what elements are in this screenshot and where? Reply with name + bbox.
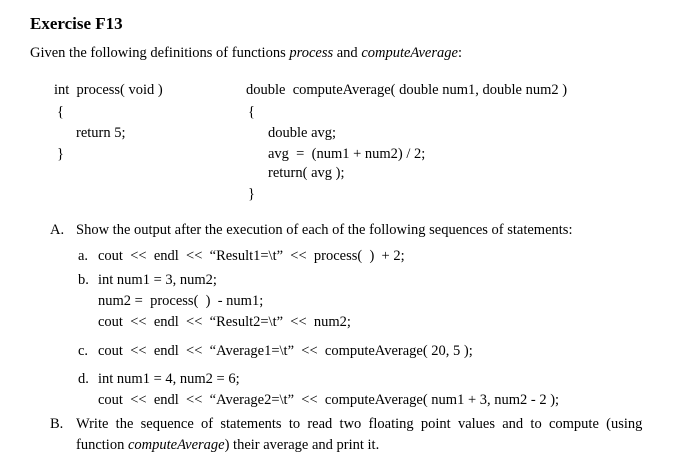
part-b-label: B.	[50, 416, 64, 432]
part-b-line2-text-2: ) their average and print it.	[224, 437, 380, 453]
compute-open-brace: {	[248, 104, 255, 120]
intro-process-name: process	[289, 45, 334, 61]
part-b-line2-text-1: function	[76, 437, 128, 453]
item-d-label: d.	[78, 371, 89, 387]
intro-text-3: :	[457, 45, 462, 61]
item-b-line1: int num1 = 3, num2;	[98, 272, 217, 288]
part-b-line2	[76, 436, 379, 454]
item-a-label: a.	[78, 248, 89, 264]
compute-close-brace: }	[248, 186, 255, 202]
process-open-brace: {	[57, 104, 64, 120]
item-b-label: b.	[78, 272, 89, 288]
intro-compute-name: computeAverage	[361, 45, 458, 61]
compute-declare-avg: double avg;	[268, 125, 337, 141]
item-d-line1: int num1 = 4, num2 = 6;	[98, 371, 240, 387]
compute-signature: double computeAverage( double num1, double num2 )	[246, 82, 568, 98]
intro-text-1: Given the following definitions of functions	[30, 45, 290, 61]
process-close-brace: }	[57, 146, 64, 162]
item-a-line1: cout << endl << “Result1=\t” << process( ) + 2;	[98, 248, 405, 264]
part-b-compute-name: computeAverage	[127, 437, 225, 453]
part-b-line1: Write the sequence of statements to read two floating point values and to compute (using	[76, 416, 643, 432]
part-a-text: Show the output after the execution of each of the following sequences of statements:	[76, 222, 573, 238]
process-return: return 5;	[76, 125, 126, 141]
item-b-line2: num2 = process( ) - num1;	[98, 293, 264, 309]
intro-sentence	[30, 44, 462, 62]
item-b-line3: cout << endl << “Result2=\t” << num2;	[98, 314, 351, 330]
item-c-label: c.	[78, 343, 89, 359]
item-d-line2: cout << endl << “Average2=\t” << computeAverage( num1 + 3, num2 - 2 );	[98, 392, 560, 408]
intro-text-2: and	[333, 45, 362, 61]
part-a-label: A.	[50, 222, 65, 238]
item-c-line1: cout << endl << “Average1=\t” << computeAverage( 20, 5 );	[98, 343, 473, 359]
process-signature: int process( void )	[54, 82, 163, 98]
exercise-title: Exercise F13	[30, 14, 123, 33]
compute-return: return( avg );	[268, 165, 345, 181]
compute-assign-avg: avg = (num1 + num2) / 2;	[268, 146, 426, 162]
